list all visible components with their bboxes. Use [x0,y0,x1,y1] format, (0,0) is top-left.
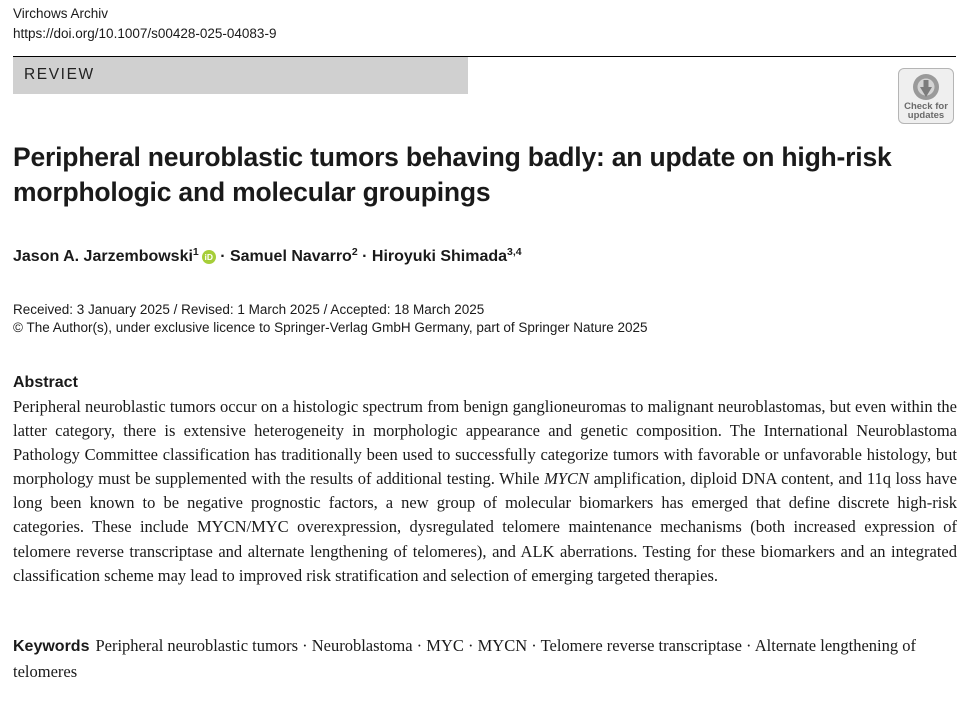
author-name[interactable]: Jason A. Jarzembowski [13,248,193,265]
abstract-part-2: amplification, diploid DNA content, and 11q loss have long been known to be negative prognostic factors, a new group of molecular biomarkers has emerged that define discrete high-risk categories. These include MYCN/MYC overexpression, dysregulated telomere maintenance mechanisms (both increased expression of telomere reverse transcriptase and alternate lengthening of telomeres), and ALK aberrations. Testing for these biomarkers and an integrated classification scheme may lead to improved risk stratification and selection of emerging targeted therapies. [13,469,957,585]
abstract-gene-italic: MYCN [544,469,589,489]
author-list [13,240,522,269]
article-type-label: REVIEW [24,66,95,83]
author-affiliation: 1 [192,246,199,258]
history-dates: Received: 3 January 2025 / Revised: 1 March 2025 / Accepted: 18 March 2025 [13,302,485,317]
keywords-block [13,634,957,684]
abstract-heading: Abstract [13,374,78,391]
check-for-updates-badge[interactable] [898,68,954,124]
journal-name: Virchows Archiv [13,6,109,21]
abstract-part-1: Peripheral neuroblastic tumors occur on a histologic spectrum from benign ganglioneuromas to malignant neuroblastomas, but even within the latter category, there is extensive heterogeneity in morphologic appearance and genetic composition. The International Neuroblastoma Pathology Committee classification has traditionally been used to successfully categorize tumors with favorable or unfavorable histology, but morphology must be supplemented with the results of additional testing. While [13,397,957,489]
author-name[interactable]: Samuel Navarro [229,248,352,265]
author-separator: · [357,248,372,265]
author-name[interactable]: Hiroyuki Shimada [371,248,508,265]
check-for-updates-line2: updates [907,110,945,121]
author-affiliation: 2 [351,246,358,258]
doi-link[interactable]: https://doi.org/10.1007/s00428-025-04083-9 [13,26,277,41]
article-type-band [13,57,468,94]
article-title: Peripheral neuroblastic tumors behaving badly: an update on high-risk morphologic and molecular groupings [13,142,892,207]
check-for-updates-icon [911,72,941,102]
copyright-line: © The Author(s), under exclusive licence to Springer-Verlag GmbH Germany, part of Springer Nature 2025 [13,320,648,335]
keywords-label: Keywords [13,638,90,655]
author-affiliation: 3,4 [507,246,522,258]
author-separator: · [215,248,230,265]
keywords-text: Peripheral neuroblastic tumors · Neuroblastoma · MYC · MYCN · Telomere reverse transcriptase · Alternate lengthening of telomeres [13,636,917,681]
abstract-text [13,395,957,588]
orcid-icon[interactable]: iD [202,250,216,264]
check-for-updates-line1: Check for [904,101,948,112]
